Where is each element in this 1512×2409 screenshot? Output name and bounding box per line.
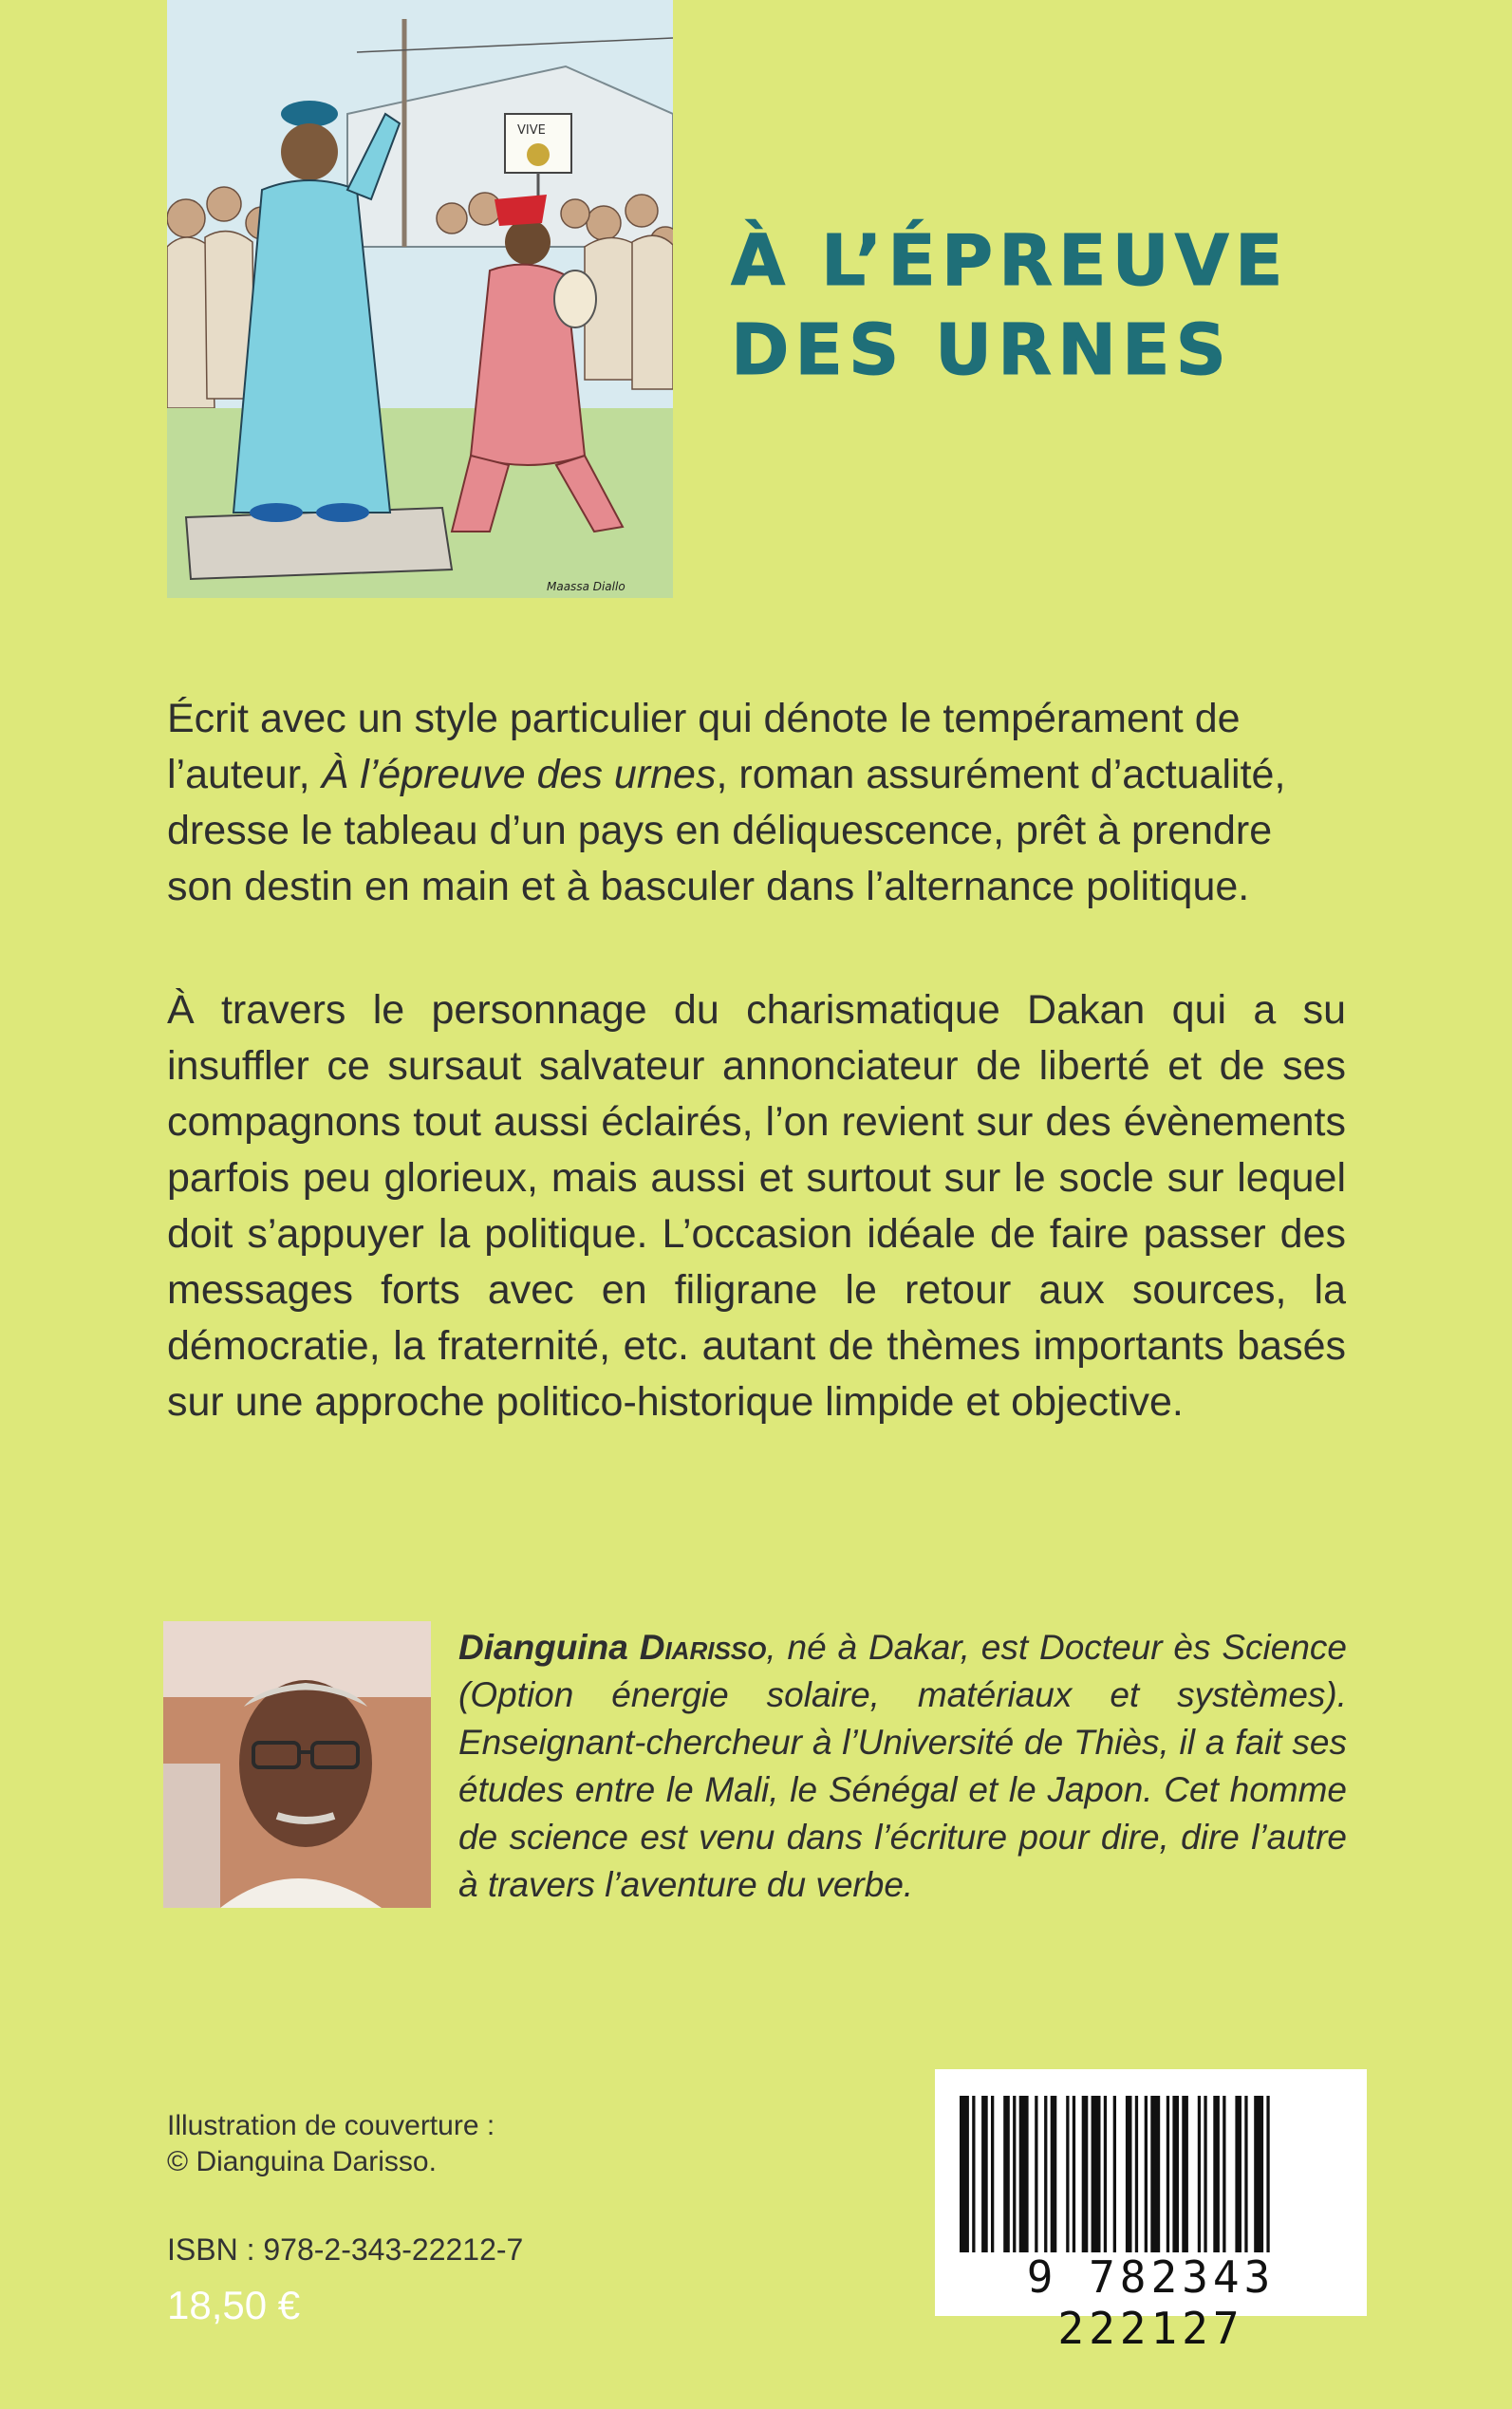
barcode-bar [1244, 2096, 1247, 2252]
price: 18,50 € [167, 2283, 301, 2327]
author-bio [458, 1624, 1347, 1909]
barcode-bar [972, 2096, 975, 2252]
barcode-bar [1073, 2096, 1075, 2252]
author-photo [163, 1621, 431, 1908]
blurb-title-italic: À l’épreuve des urnes [321, 752, 717, 797]
author-bio-text: , né à Dakar, est Docteur ès Science (Option énergie solaire, matériaux et systèmes). Enseignant-chercheur à l’Université de Thiès, il a fait ses études entre le Mali, le Sénégal et le Japon. Cet homme de science est venu dans l’écriture pour dire, dire l’autre à travers l’aventure du verbe. [458, 1628, 1348, 1904]
author-last-name: Diarisso [639, 1628, 767, 1667]
barcode-bar [1126, 2096, 1132, 2252]
author-portrait-image [163, 1621, 431, 1908]
barcode-bar [1213, 2096, 1220, 2252]
barcode [935, 2069, 1367, 2354]
credit-line-2: © Dianguina Darisso. [167, 2146, 437, 2177]
book-title [731, 216, 1289, 395]
rally-scene-image [167, 0, 673, 598]
barcode-bar [1082, 2096, 1089, 2252]
barcode-bar [1172, 2096, 1179, 2252]
barcode-bar [1223, 2096, 1225, 2252]
barcode-bar [1044, 2096, 1047, 2252]
barcode-bar [1013, 2096, 1016, 2252]
barcode-bar [960, 2096, 969, 2252]
barcode-bar [1051, 2096, 1057, 2252]
cover-illustration [167, 0, 673, 598]
barcode-bar [1198, 2096, 1201, 2252]
barcode-bars [956, 2096, 1350, 2252]
blurb-paragraph-1 [167, 691, 1346, 915]
barcode-bar [1019, 2096, 1029, 2252]
barcode-bar [1254, 2096, 1263, 2252]
blurb-paragraph-2: À travers le personnage du charismatique Dakan qui a su insuffler ce sursaut salvateur annonciateur de liberté et de ses compagnons tout aussi éclairés, l’on revient sur des évènements parfois peu glorieux, mais aussi et surtout sur le socle sur lequel doit s’appuyer la politique. L’occasion idéale de faire passer des messages forts avec en filigrane le retour aux sources, la démocratie, la fraternité, etc. autant de thèmes importants basés sur une approche politico-historique limpide et objective. [167, 987, 1346, 1425]
illustration-credit [167, 2108, 495, 2180]
barcode-bar [1150, 2096, 1160, 2252]
barcode-bar [1182, 2096, 1188, 2252]
credit-line-1: Illustration de couverture : [167, 2110, 495, 2141]
barcode-bar [1204, 2096, 1206, 2252]
title-line-2: DES URNES [731, 309, 1232, 391]
barcode-bar [991, 2096, 994, 2252]
title-line-1: À L’ÉPREUVE [731, 220, 1289, 302]
barcode-bar [1145, 2096, 1148, 2252]
barcode-bar [1135, 2096, 1138, 2252]
barcode-bar [981, 2096, 988, 2252]
barcode-bar [1167, 2096, 1169, 2252]
barcode-bar [1113, 2096, 1116, 2252]
isbn: ISBN : 978-2-343-22212-7 [167, 2232, 524, 2267]
barcode-bar [1035, 2096, 1037, 2252]
barcode-bar [1104, 2096, 1107, 2252]
author-first-name: Dianguina [458, 1628, 628, 1667]
blurb-p1-text-after: , roman assurément d’actualité, dresse le tableau d’un pays en déliquescence, prêt à prendre son destin en main et à basculer dans l’alternance politique. [167, 752, 1286, 909]
barcode-digits: 9 782343 222127 [1026, 2251, 1276, 2354]
barcode-bar [1092, 2096, 1101, 2252]
illustration-signature: Maassa Diallo [547, 580, 625, 593]
barcode-bar [1235, 2096, 1241, 2252]
blurb-p1-text: Écrit avec un style particulier qui dénote le tempérament de l’auteur, [167, 696, 1241, 797]
barcode-bar [1003, 2096, 1010, 2252]
barcode-bar [1066, 2096, 1069, 2252]
sign-text: VIVE [517, 123, 546, 138]
barcode-bar [1266, 2096, 1269, 2252]
